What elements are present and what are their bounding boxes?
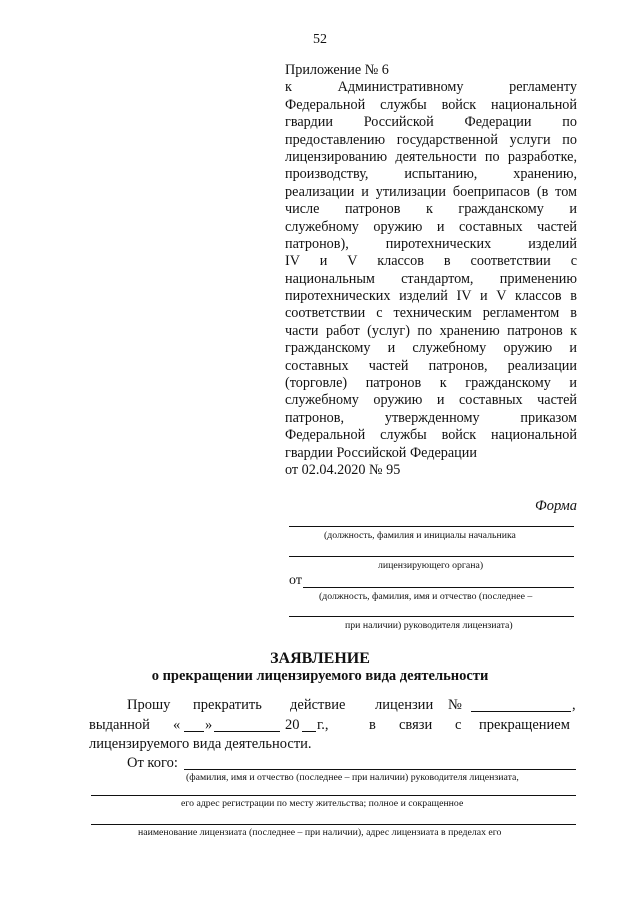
recipient-caption-4: при наличии) руководителя лицензиата) [345, 620, 513, 631]
license-number-field[interactable] [471, 711, 571, 712]
body-line-2 [89, 717, 578, 735]
appendix-line: патронов, утвержденному приказом [285, 409, 577, 426]
body-word: действие [290, 697, 346, 713]
appendix-line: составных частей патронов, реализации [285, 357, 577, 374]
appendix-line: служебному оружию и составных частей [285, 218, 577, 235]
appendix-line: части работ (услуг) по хранению патронов к [285, 322, 577, 339]
recipient-head-field[interactable] [289, 526, 574, 527]
body-line-3: лицензируемого вида деятельности. [89, 736, 312, 752]
appendix-line: реализации и утилизации боеприпасов (в том [285, 183, 577, 200]
recipient-caption-2: лицензирующего органа) [378, 560, 484, 571]
appendix-line: числе патронов к гражданскому и [285, 201, 577, 218]
appendix-line: предоставлению государственной услуги по [285, 131, 577, 148]
from-field-2[interactable] [289, 616, 574, 617]
appendix-line: пиротехнических изделий IV и V классов в [285, 288, 577, 305]
page-number: 52 [313, 32, 327, 47]
quote-open: « [173, 717, 181, 733]
appendix-line: Федеральной службы войск национальной [285, 427, 577, 444]
document-title: ЗАЯВЛЕНИЕ [270, 650, 370, 667]
body-word: Прошу [127, 697, 171, 713]
appendix-block [285, 62, 577, 479]
body-word: № [448, 697, 462, 713]
body-comma: , [572, 697, 576, 713]
quote-close: » [205, 717, 213, 733]
appendix-line: гвардии Российской Федерации [285, 444, 477, 461]
body-word: прекращением [479, 717, 570, 733]
appendix-line: производству, испытанию, хранению, [285, 166, 577, 183]
appendix-line: патронов), пиротехнических изделий [285, 235, 577, 252]
issue-year-field[interactable] [302, 731, 316, 732]
appendix-line: Приложение № 6 [285, 62, 389, 78]
appendix-line: лицензированию деятельности по разработке, [285, 148, 577, 165]
recipient-caption-3: (должность, фамилия, имя и отчество (последнее – [319, 591, 533, 602]
recipient-caption-1: (должность, фамилия и инициалы начальника [324, 530, 516, 541]
form-label: Форма [535, 498, 577, 514]
body-word: с [455, 717, 462, 733]
applicant-caption-2: его адрес регистрации по месту жительства; полное и сокращенное [181, 798, 464, 809]
applicant-caption-1: (фамилия, имя и отчество (последнее – при наличии) руководителя лицензиата, [186, 772, 519, 783]
body-word: лицензии [375, 697, 434, 713]
body-line-1 [127, 697, 578, 715]
appendix-line: соответствии с техническим регламентом в [285, 305, 577, 322]
appendix-line: Федеральной службы войск национальной [285, 96, 577, 113]
body-word: выданной [89, 717, 150, 733]
body-word: прекратить [193, 697, 262, 713]
from-whom-label: От кого: [127, 755, 178, 771]
from-label: от [289, 573, 302, 588]
appendix-line: от 02.04.2020 № 95 [285, 461, 401, 478]
appendix-line: гвардии Российской Федерации по [285, 114, 577, 131]
appendix-line: гражданскому и служебному оружию и [285, 340, 577, 357]
year-suffix: г., [317, 717, 329, 733]
body-word: в [369, 717, 376, 733]
appendix-line: национальным стандартом, применению [285, 270, 577, 287]
issue-month-field[interactable] [214, 731, 280, 732]
applicant-field-3[interactable] [91, 824, 576, 825]
appendix-line: служебному оружию и составных частей [285, 392, 577, 409]
document-subtitle: о прекращении лицензируемого вида деятельности [151, 668, 489, 684]
applicant-field[interactable] [184, 769, 576, 770]
appendix-line: IV и V классов в соответствии с [285, 253, 577, 270]
applicant-caption-3: наименование лицензиата (последнее – при наличии), адрес лицензиата в пределах его [138, 827, 502, 838]
applicant-field-2[interactable] [91, 795, 576, 796]
from-field[interactable] [303, 587, 574, 588]
appendix-line: (торговле) патронов к гражданскому и [285, 375, 577, 392]
issue-day-field[interactable] [184, 731, 204, 732]
year-prefix: 20 [285, 717, 300, 733]
appendix-line: к Административному регламенту [285, 79, 577, 96]
body-word: связи [399, 717, 433, 733]
recipient-head-field-2[interactable] [289, 556, 574, 557]
